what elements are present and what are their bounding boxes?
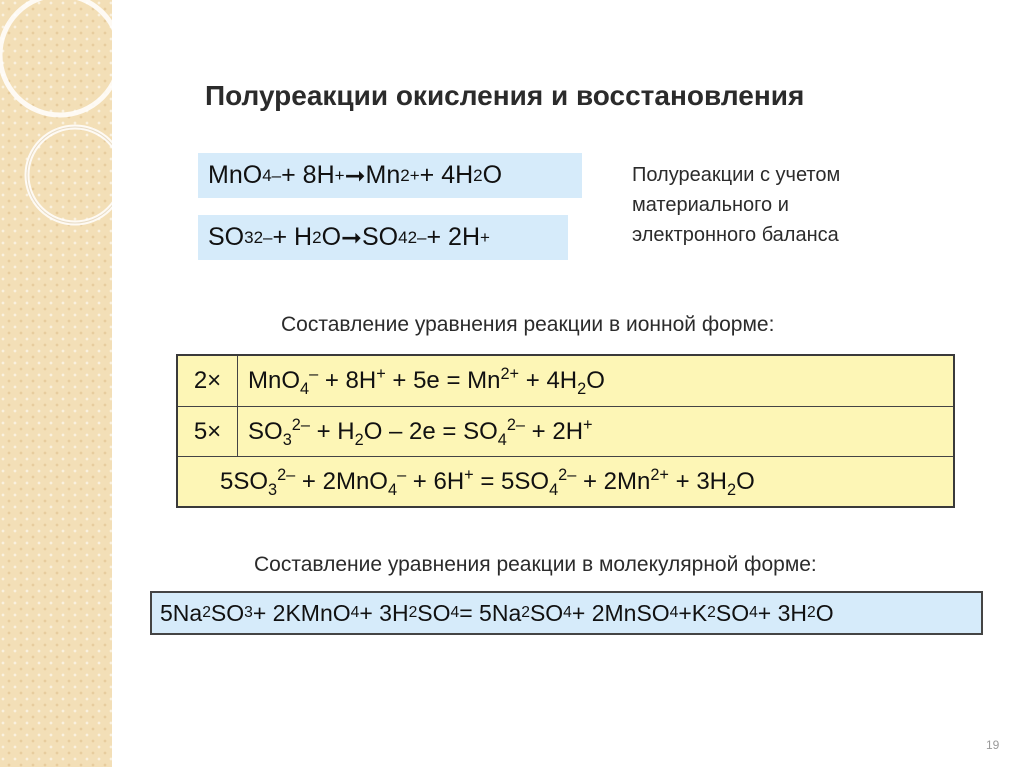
formula-part: SO: [362, 223, 399, 251]
formula-part: SO: [208, 223, 245, 251]
formula-part: + 2H: [426, 223, 481, 251]
table-row: [178, 356, 953, 407]
formula-part: Mn: [365, 161, 401, 189]
note-line: электронного баланса: [632, 224, 839, 246]
table-row: [178, 407, 953, 457]
summary-equation: $5SO_3^{2-} + 2MnO_4^- + 6H^+ = 5SO_4^{2-} + 2Mn^{2+} + 3H_2O$: [220, 465, 755, 499]
molecular-form-label: Составление уравнения реакции в молекулярной форме:: [254, 553, 817, 576]
slide-title: Полуреакции окисления и восстановления: [205, 80, 805, 111]
note-line: Полуреакции с учетом: [632, 164, 841, 186]
formula-part: O: [482, 161, 503, 189]
formula-part: + 4H: [419, 161, 474, 189]
table-row-sum: [178, 457, 953, 506]
half-reaction-permanganate: MnO 4 – + 8H + ➞ Mn 2+ + 4H 2 O: [198, 153, 582, 198]
page-number: 19: [986, 738, 1000, 752]
equation-cell: $SO_3^{2-} + H_2O - 2e = SO_4^{2-} + 2H^+$: [248, 415, 593, 449]
coefficient-cell: 2×: [178, 356, 238, 406]
half-reaction-sulfite: SO 3 2– + H 2 O ➞ SO 4 2– + 2H +: [198, 215, 568, 260]
arrow-icon: ➞: [344, 161, 366, 190]
note-line: материального и: [632, 194, 789, 216]
formula-part: O: [321, 223, 342, 251]
formula-part: + 8H: [281, 161, 335, 189]
coefficient-cell: 5×: [178, 407, 238, 456]
ionic-form-label: Составление уравнения реакции в ионной форме:: [281, 313, 775, 336]
ionic-equation-table: [176, 354, 955, 508]
formula-part: MnO: [208, 161, 263, 189]
equation-cell: $MnO_4^- + 8H^+ + 5e = Mn^{2+} + 4H_2O$: [248, 365, 605, 398]
molecular-equation: 5Na 2 SO 3 + 2KMnO 4 + 3H 2 SO 4 = 5Na 2 SO 4 + 2MnSO 4 +K 2 SO 4 + 3H 2 O: [150, 591, 983, 635]
formula-part: + H: [272, 223, 313, 251]
balance-note: [632, 160, 902, 250]
arrow-icon: ➞: [341, 223, 362, 252]
